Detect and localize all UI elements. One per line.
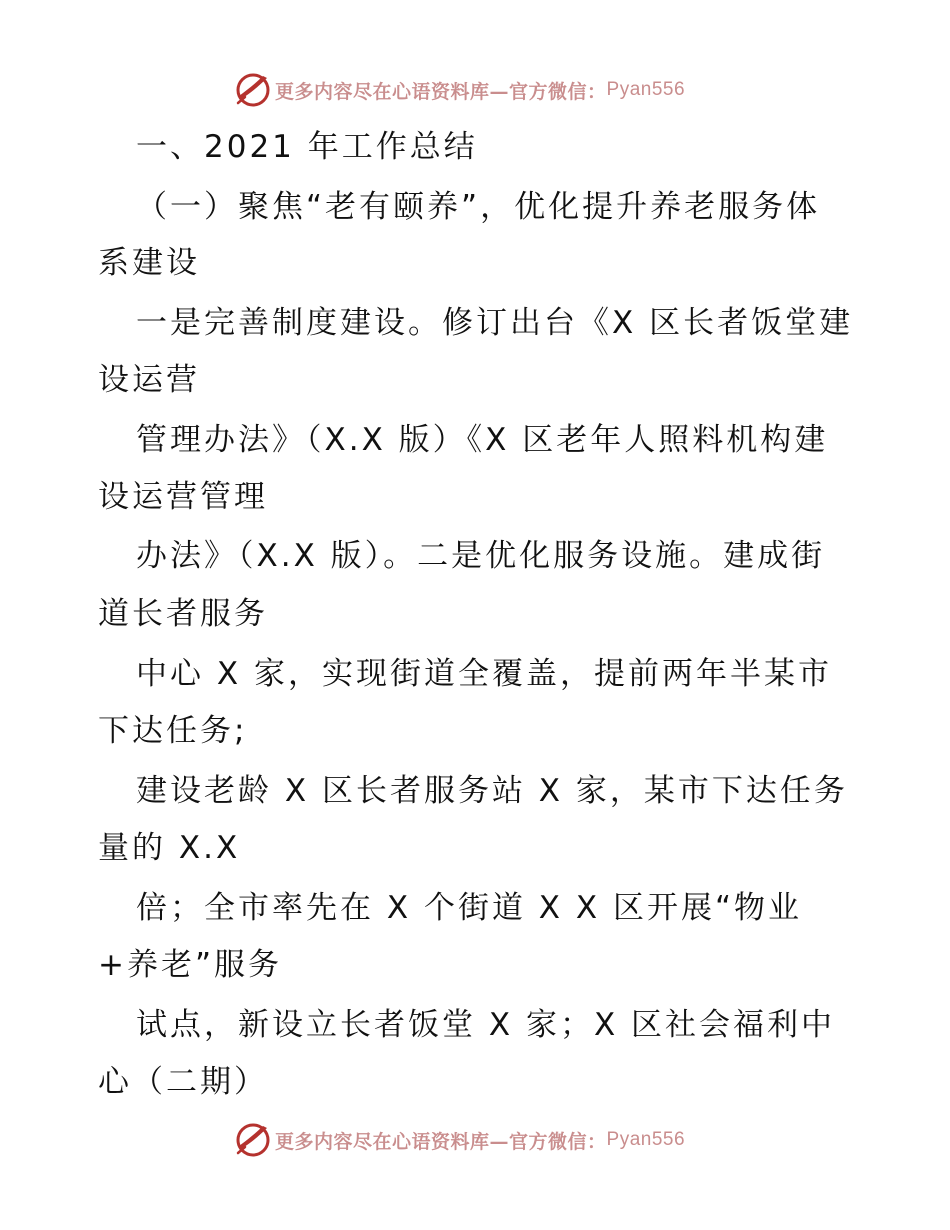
subheading-line: （一）聚焦“老有颐养”，优化提升养老服务体 (136, 189, 821, 225)
header-watermark-banner (233, 70, 685, 110)
banner-wechat-id: Pyan556 (606, 79, 686, 100)
paragraph-line: 管理办法》（X.X 版）《X 区老年人照料机构建 (136, 422, 829, 458)
banner-wechat-id: Pyan556 (606, 1129, 686, 1150)
paragraph-line: 道长者服务 (98, 596, 268, 632)
paragraph-line: 心（二期） (98, 1064, 268, 1100)
paragraph-line: 设运营 (98, 362, 200, 398)
heading-line: 一、2021 年工作总结 (136, 129, 478, 165)
paragraph-line: 建设老龄 X 区长者服务站 X 家，某市下达任务 (136, 773, 848, 809)
pen-logo-icon (233, 1120, 273, 1160)
paragraph-line: 中心 X 家，实现街道全覆盖，提前两年半某市 (136, 656, 832, 692)
banner-text: 更多内容尽在心语资料库—官方微信： (275, 1130, 607, 1153)
footer-watermark-banner (233, 1120, 685, 1160)
paragraph-line: 一是完善制度建设。修订出台《X 区长者饭堂建 (136, 305, 854, 341)
paragraph-line: 下达任务; (98, 713, 248, 749)
paragraph-line: 办法》（X.X 版）。二是优化服务设施。建成街 (136, 538, 826, 574)
paragraph-line: +养老”服务 (98, 947, 283, 983)
subheading-line-continued: 系建设 (98, 245, 200, 281)
paragraph-line: 量的 X.X (98, 830, 241, 866)
pen-logo-icon (233, 70, 273, 110)
paragraph-line: 试点，新设立长者饭堂 X 家；X 区社会福利中 (136, 1007, 836, 1043)
banner-text: 更多内容尽在心语资料库—官方微信： (275, 80, 607, 103)
paragraph-line: 倍；全市率先在 X 个街道 X X 区开展“物业 (136, 890, 803, 926)
paragraph-line: 设运营管理 (98, 479, 268, 515)
